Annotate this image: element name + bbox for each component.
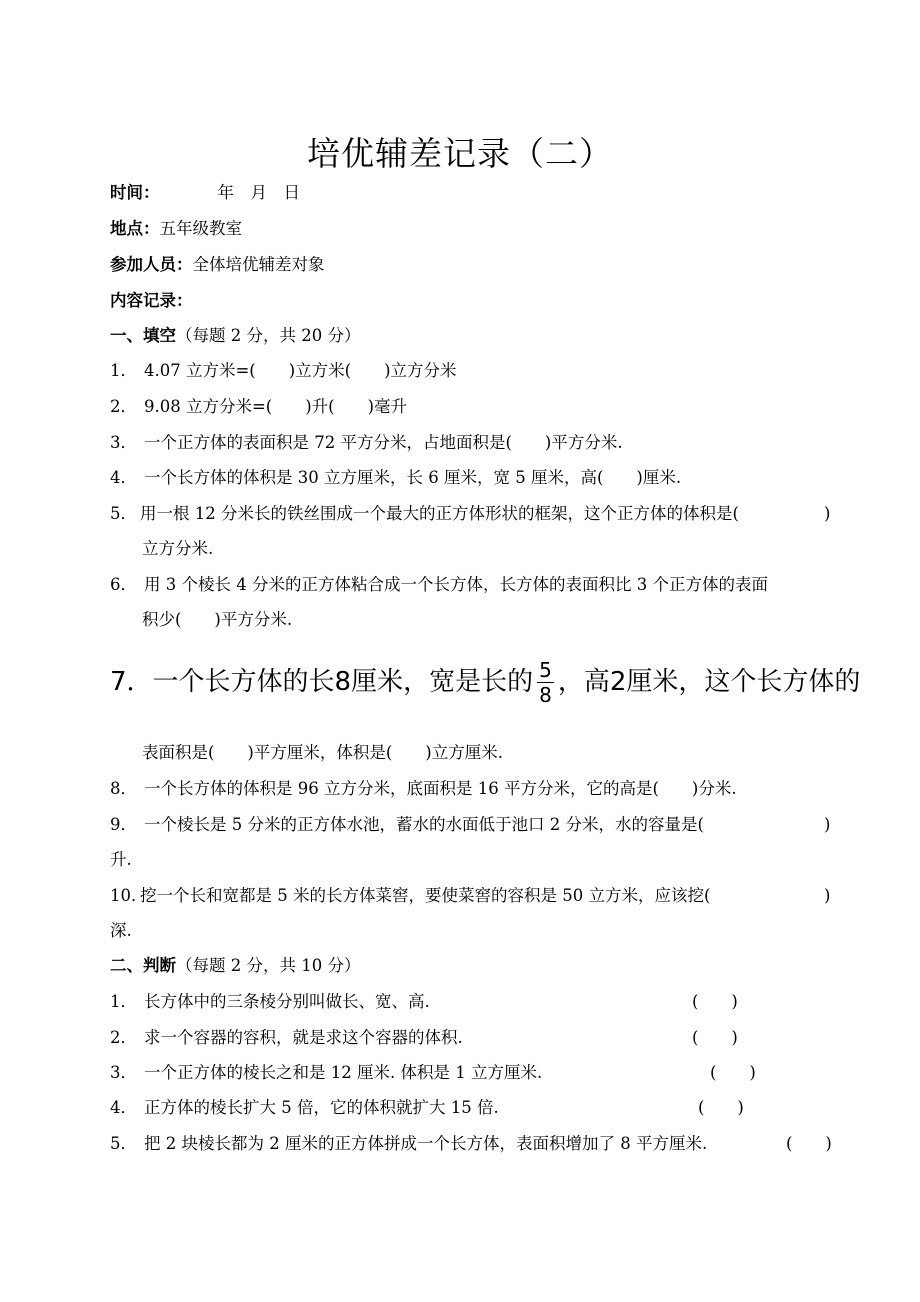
item-text: 挖一个长和宽都是 5 米的长方体菜窖，要使菜窖的容积是 50 立方米，应该挖( (140, 886, 711, 905)
answer-parentheses: ( ) (692, 1028, 738, 1047)
item-text: 9.08 立方分米=( )升( )毫升 (144, 397, 408, 416)
place-value: 五年级教室 (159, 219, 242, 238)
answer-parentheses: ( ) (786, 1134, 832, 1153)
people-label: 参加人员： (110, 255, 193, 274)
people-row (110, 254, 325, 276)
fill-item-6-continuation: 积少( )平方分米. (142, 610, 293, 629)
answer-parentheses: ( ) (698, 1098, 744, 1117)
fill-item-10-continuation: 深. (110, 921, 132, 940)
item-number: 10． (110, 886, 148, 905)
item-text: 一个长方体的体积是 96 立方分米，底面积是 16 平方分米，它的高是( )分米. (144, 779, 737, 798)
section-1-heading: 一、填空 (110, 326, 176, 345)
item-number: 2． (110, 397, 137, 416)
item-number: 9． (110, 815, 137, 834)
judge-item-1 (110, 991, 430, 1013)
item-number: 2． (110, 1028, 137, 1047)
fill-item-9-close-paren: ) (824, 815, 831, 834)
fill-item-10-close-paren: ) (824, 886, 831, 905)
item-number: 3． (110, 433, 137, 452)
item-text: 一个长方体的体积是 30 立方厘米，长 6 厘米，宽 5 厘米，高( )厘米. (144, 468, 682, 487)
item-text: 用一根 12 分米长的铁丝围成一个最大的正方体形状的框架，这个正方体的体积是( (140, 504, 739, 523)
fill-item-9 (110, 814, 704, 836)
fill-item-7-continuation: 表面积是( )平方厘米，体积是( )立方厘米. (142, 743, 503, 762)
item-text: 把 2 块棱长都为 2 厘米的正方体拼成一个长方体，表面积增加了 8 平方厘米. (144, 1134, 708, 1153)
fill-item-5 (110, 503, 739, 525)
people-value: 全体培优辅差对象 (192, 255, 325, 274)
item-number: 5． (110, 504, 137, 523)
section-1-note: （每题 2 分，共 20 分） (176, 326, 361, 345)
judge-item-2 (110, 1027, 463, 1049)
fraction (537, 658, 554, 707)
item-7-text-part2: ，高2厘米，这个长方体的 (557, 667, 861, 697)
judge-item-3 (110, 1062, 542, 1084)
place-label: 地点： (110, 219, 160, 238)
fill-item-3 (110, 432, 623, 454)
item-number: 5． (110, 1134, 137, 1153)
item-text: 一个正方体的表面积是 72 平方分米，占地面积是( )平方分米. (144, 433, 623, 452)
item-number: 1． (110, 361, 137, 380)
item-text: 长方体中的三条棱分别叫做长、宽、高. (144, 992, 430, 1011)
time-row (110, 182, 300, 204)
item-number: 4． (110, 1098, 137, 1117)
item-7-text-part1: 7．一个长方体的长8厘米，宽是长的 (110, 667, 534, 697)
fill-item-5-close-paren: ) (824, 504, 831, 523)
section-2-note: （每题 2 分，共 10 分） (176, 956, 361, 975)
fill-item-2 (110, 396, 407, 418)
place-row (110, 218, 242, 240)
answer-parentheses: ( ) (710, 1063, 756, 1082)
item-number: 4． (110, 468, 137, 487)
judge-item-4 (110, 1097, 499, 1119)
item-number: 8． (110, 779, 137, 798)
time-label: 时间： (110, 183, 160, 202)
fill-item-10 (110, 885, 710, 907)
fill-item-8 (110, 778, 737, 800)
fill-item-6 (110, 574, 768, 596)
content-row (110, 290, 193, 312)
fill-item-4 (110, 467, 681, 489)
judge-item-5 (110, 1133, 707, 1155)
item-number: 6． (110, 575, 137, 594)
item-text: 一个正方体的棱长之和是 12 厘米. 体积是 1 立方厘米. (144, 1063, 543, 1082)
section-2-heading-row (110, 955, 360, 977)
item-text: 求一个容器的容积，就是求这个容器的体积. (144, 1028, 463, 1047)
section-1-heading-row (110, 325, 360, 347)
section-2-heading: 二、判断 (110, 956, 176, 975)
fill-item-1 (110, 360, 457, 382)
time-value: 年 月 日 (217, 183, 300, 202)
fill-item-7 (110, 650, 860, 714)
item-text: 4.07 立方米=( )立方米( )立方分米 (144, 361, 457, 380)
item-text: 用 3 个棱长 4 分米的正方体粘合成一个长方体，长方体的表面积比 3 个正方体的表面 (144, 575, 768, 594)
content-label: 内容记录： (110, 291, 193, 310)
item-text: 正方体的棱长扩大 5 倍，它的体积就扩大 15 倍. (144, 1098, 499, 1117)
document-title: 培优辅差记录（二） (307, 134, 613, 173)
answer-parentheses: ( ) (692, 992, 738, 1011)
fill-item-5-continuation: 立方分米. (142, 539, 214, 558)
fraction-numerator: 5 (539, 658, 552, 682)
item-number: 3． (110, 1063, 137, 1082)
fraction-denominator: 8 (539, 683, 552, 707)
item-number: 1． (110, 992, 137, 1011)
fill-item-9-continuation: 升. (110, 850, 132, 869)
item-text: 一个棱长是 5 分米的正方体水池，蓄水的水面低于池口 2 分米，水的容量是( (144, 815, 704, 834)
